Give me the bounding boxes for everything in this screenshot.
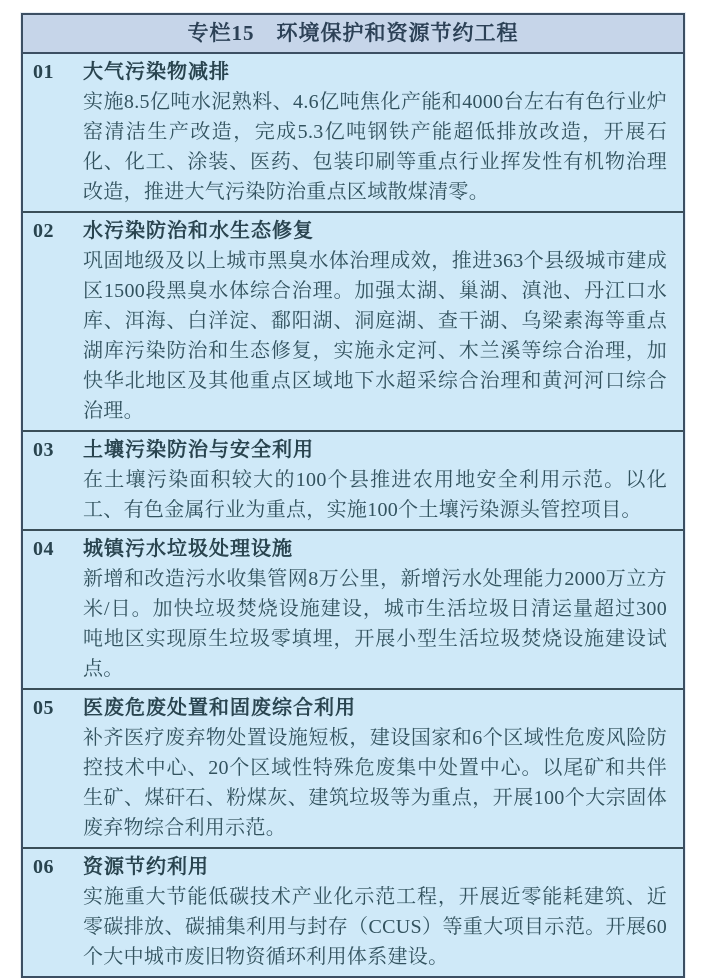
section-resource-conservation <box>23 847 683 976</box>
section-heading-row <box>23 435 683 465</box>
section-title: 医废危废处置和固废综合利用 <box>83 697 356 719</box>
section-title: 城镇污水垃圾处理设施 <box>83 538 293 560</box>
section-title: 土壤污染防治与安全利用 <box>83 439 314 461</box>
section-body-text: 实施重大节能低碳技术产业化示范工程，开展近零能耗建筑、近零碳排放、碳捕集利用与封存（CCUS）等重大项目示范。开展60个大中城市废旧物资循环利用体系建设。 <box>83 886 667 968</box>
panel-title: 专栏15 环境保护和资源节约工程 <box>23 15 683 54</box>
section-number: 05 <box>33 697 54 719</box>
section-urban-sewage-waste <box>23 529 683 688</box>
section-soil-pollution <box>23 430 683 529</box>
section-water-pollution <box>23 211 683 430</box>
box-panel <box>21 13 685 978</box>
section-body-text: 新增和改造污水收集管网8万公里，新增污水处理能力2000万立方米/日。加快垃圾焚烧设施建设，城市生活垃圾日清运量超过300吨地区实现原生垃圾零填埋，开展小型生活垃圾焚烧设施建设试点。 <box>83 568 667 680</box>
section-body-text: 实施8.5亿吨水泥熟料、4.6亿吨焦化产能和4000台左右有色行业炉窑清洁生产改造，完成5.3亿吨钢铁产能超低排放改造，开展石化、化工、涂装、医药、包装印刷等重点行业挥发性有机物治理改造，推进大气污染防治重点区域散煤清零。 <box>83 91 667 203</box>
panel-sections <box>23 54 683 976</box>
section-title: 水污染防治和水生态修复 <box>83 220 314 242</box>
section-heading-row <box>23 852 683 882</box>
section-title: 大气污染物减排 <box>83 61 230 83</box>
section-body-text: 在土壤污染面积较大的100个县推进农用地安全利用示范。以化工、有色金属行业为重点，实施100个土壤污染源头管控项目。 <box>83 469 667 521</box>
section-number: 01 <box>33 61 54 83</box>
section-title: 资源节约利用 <box>83 856 209 878</box>
section-body-text: 补齐医疗废弃物处置设施短板，建设国家和6个区域性危废风险防控技术中心、20个区域性特殊危废集中处置中心。以尾矿和共伴生矿、煤矸石、粉煤灰、建筑垃圾等为重点，开展100个大宗固体废弃物综合利用示范。 <box>83 727 667 839</box>
section-number: 04 <box>33 538 54 560</box>
section-heading-row <box>23 57 683 87</box>
section-number: 06 <box>33 856 54 878</box>
section-heading-row <box>23 216 683 246</box>
section-medical-hazardous-waste <box>23 688 683 847</box>
section-body-text: 巩固地级及以上城市黑臭水体治理成效，推进363个县级城市建成区1500段黑臭水体综合治理。加强太湖、巢湖、滇池、丹江口水库、洱海、白洋淀、鄱阳湖、洞庭湖、查干湖、乌梁素海等重点湖库污染防治和生态修复，实施永定河、木兰溪等综合治理，加快华北地区及其他重点区域地下水超采综合治理和黄河河口综合治理。 <box>83 250 667 422</box>
section-heading-row <box>23 693 683 723</box>
section-heading-row <box>23 534 683 564</box>
section-number: 02 <box>33 220 54 242</box>
section-air-pollution <box>23 54 683 211</box>
section-number: 03 <box>33 439 54 461</box>
